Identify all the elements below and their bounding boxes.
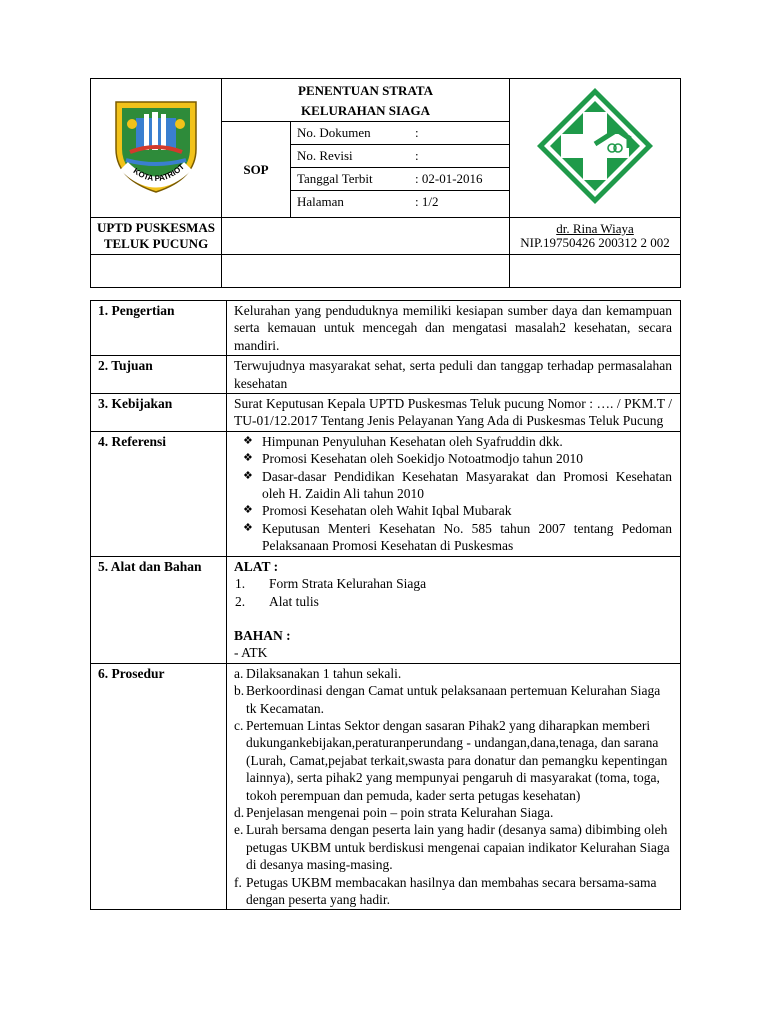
sop-label: SOP [222, 122, 291, 218]
procedure-list [234, 665, 672, 909]
revision-label: No. Revisi [291, 145, 409, 168]
section-row [91, 431, 681, 556]
list-item: c. Pertemuan Lintas Sektor dengan sasaran Pihak2 yang diharapkan memberi dukungankebijakan,peraturanperundang - undangan,dana,tenaga, dan sarana (Lurah, Camat,pejabat terkait,swasta para donatur dan pemangku kepentingan lainnya), serta pihak2 yang mempunyai pengaruh di masyarakat (toma, toga, tokoh perempuan dan pemuda, kader serta petugas kesehatan) [234, 717, 668, 803]
section-row [91, 301, 681, 356]
pengertian-text: Kelurahan yang penduduknya memiliki kesiapan sumber daya dan kemampuan serta kemauan untuk mencegah dan mengatasi masalah2 kesehatan, secara mandiri. [227, 301, 681, 356]
list-item: ❖ Keputusan Menteri Kesehatan No. 585 tahun 2007 tentang Pedoman Pelaksanaan Promosi Kesehatan di Puskesmas [243, 520, 672, 554]
section-label: 6. Prosedur [91, 663, 227, 910]
doc-number-value: : [409, 122, 509, 145]
empty-cell [222, 218, 510, 255]
revision-value: : [409, 145, 509, 168]
prosedur-cell [227, 663, 681, 910]
doc-info-table [291, 122, 509, 213]
city-shield-logo [106, 94, 206, 198]
city-logo-cell [91, 79, 222, 218]
reference-list [234, 433, 672, 555]
list-item: a. Dilaksanakan 1 tahun sekali. [234, 665, 402, 681]
section-label: 3. Kebijakan [91, 394, 227, 432]
list-item: ❖ Promosi Kesehatan oleh Soekidjo Notoatmodjo tahun 2010 [243, 451, 583, 467]
sop-header-table [90, 78, 681, 288]
section-label: 5. Alat dan Bahan [91, 556, 227, 663]
kebijakan-text: Surat Keputusan Kepala UPTD Puskesmas Teluk pucung Nomor : …. / PKM.T / TU-01/12.2017 Tentang Jenis Pelayanan Yang Ada di Puskesmas Teluk Pucung [227, 394, 681, 432]
bahan-title: BAHAN : [234, 627, 291, 643]
title-line-2: KELURAHAN SIAGA [301, 103, 430, 118]
signatory-cell [510, 218, 681, 255]
bahan-item: - ATK [234, 645, 268, 661]
doc-info-cell [291, 122, 510, 218]
alat-list [234, 575, 672, 610]
signatory-name: dr. Rina Wiaya [556, 221, 634, 236]
blank-cell [510, 255, 681, 288]
page-label: Halaman [297, 194, 344, 209]
list-item: ❖ Dasar-dasar Pendidikan Kesehatan Masyarakat dan Promosi Kesehatan oleh H. Zaidin Ali tahun 2010 [243, 468, 672, 502]
alat-bahan-cell [227, 556, 681, 663]
tujuan-text: Terwujudnya masyarakat sehat, serta peduli dan tanggap terhadap permasalahan kesehatan [227, 356, 681, 394]
blank-cell [91, 255, 222, 288]
diamond-bullet-icon: ❖ [243, 452, 253, 465]
puskesmas-logo [535, 86, 655, 206]
section-label: 1. Pengertian [91, 301, 227, 356]
institution-line-2: TELUK PUCUNG [103, 236, 209, 251]
doc-number-label: No. Dokumen [291, 122, 409, 145]
section-row [91, 356, 681, 394]
section-row [91, 394, 681, 432]
diamond-bullet-icon: ❖ [243, 469, 253, 482]
page-value: : 1/2 [415, 194, 439, 209]
title-line-1: PENENTUAN STRATA [298, 83, 433, 98]
puskesmas-logo-cell [510, 79, 681, 218]
list-item: e. Lurah bersama dengan peserta lain yang hadir (desanya sama) dibimbing oleh petugas UKBM untuk berdiskusi mengenai capaian indikator Kelurahan Siaga di desanya masing-masing. [234, 822, 670, 873]
list-item: 2. Alat tulis [235, 593, 319, 609]
diamond-bullet-icon: ❖ [243, 504, 253, 517]
section-label: 4. Referensi [91, 431, 227, 556]
list-item: 1. Form Strata Kelurahan Siaga [235, 576, 427, 592]
issue-date-label: Tanggal Terbit [291, 168, 409, 191]
issue-date-value: : 02-01-2016 [409, 168, 509, 191]
list-item: f. Petugas UKBM membacakan hasilnya dan membahas secara bersama-sama dengan peserta yang hadir. [234, 874, 657, 907]
diamond-bullet-icon: ❖ [243, 521, 253, 534]
logo-ribbon-text: KOTA PATRIOT [131, 162, 187, 184]
institution-line-1: UPTD PUSKESMAS [96, 220, 216, 235]
list-item: ❖ Himpunan Penyuluhan Kesehatan oleh Syafruddin dkk. [243, 433, 563, 449]
section-label: 2. Tujuan [91, 356, 227, 394]
list-item: ❖ Promosi Kesehatan oleh Wahit Iqbal Mubarak [243, 503, 512, 519]
referensi-cell [227, 431, 681, 556]
signatory-nip: NIP.19750426 200312 2 002 [520, 235, 670, 250]
sop-content-table [90, 300, 681, 910]
blank-cell [222, 255, 510, 288]
alat-title: ALAT : [234, 558, 279, 574]
institution-cell [91, 218, 222, 255]
section-row [91, 663, 681, 910]
document-title [222, 79, 510, 122]
list-item: d. Penjelasan mengenai poin – poin strata Kelurahan Siaga. [234, 804, 554, 820]
diamond-bullet-icon: ❖ [243, 434, 253, 447]
list-item: b. Berkoordinasi dengan Camat untuk pelaksanaan pertemuan Kelurahan Siaga tk Kecamatan. [234, 683, 661, 716]
section-row [91, 556, 681, 663]
